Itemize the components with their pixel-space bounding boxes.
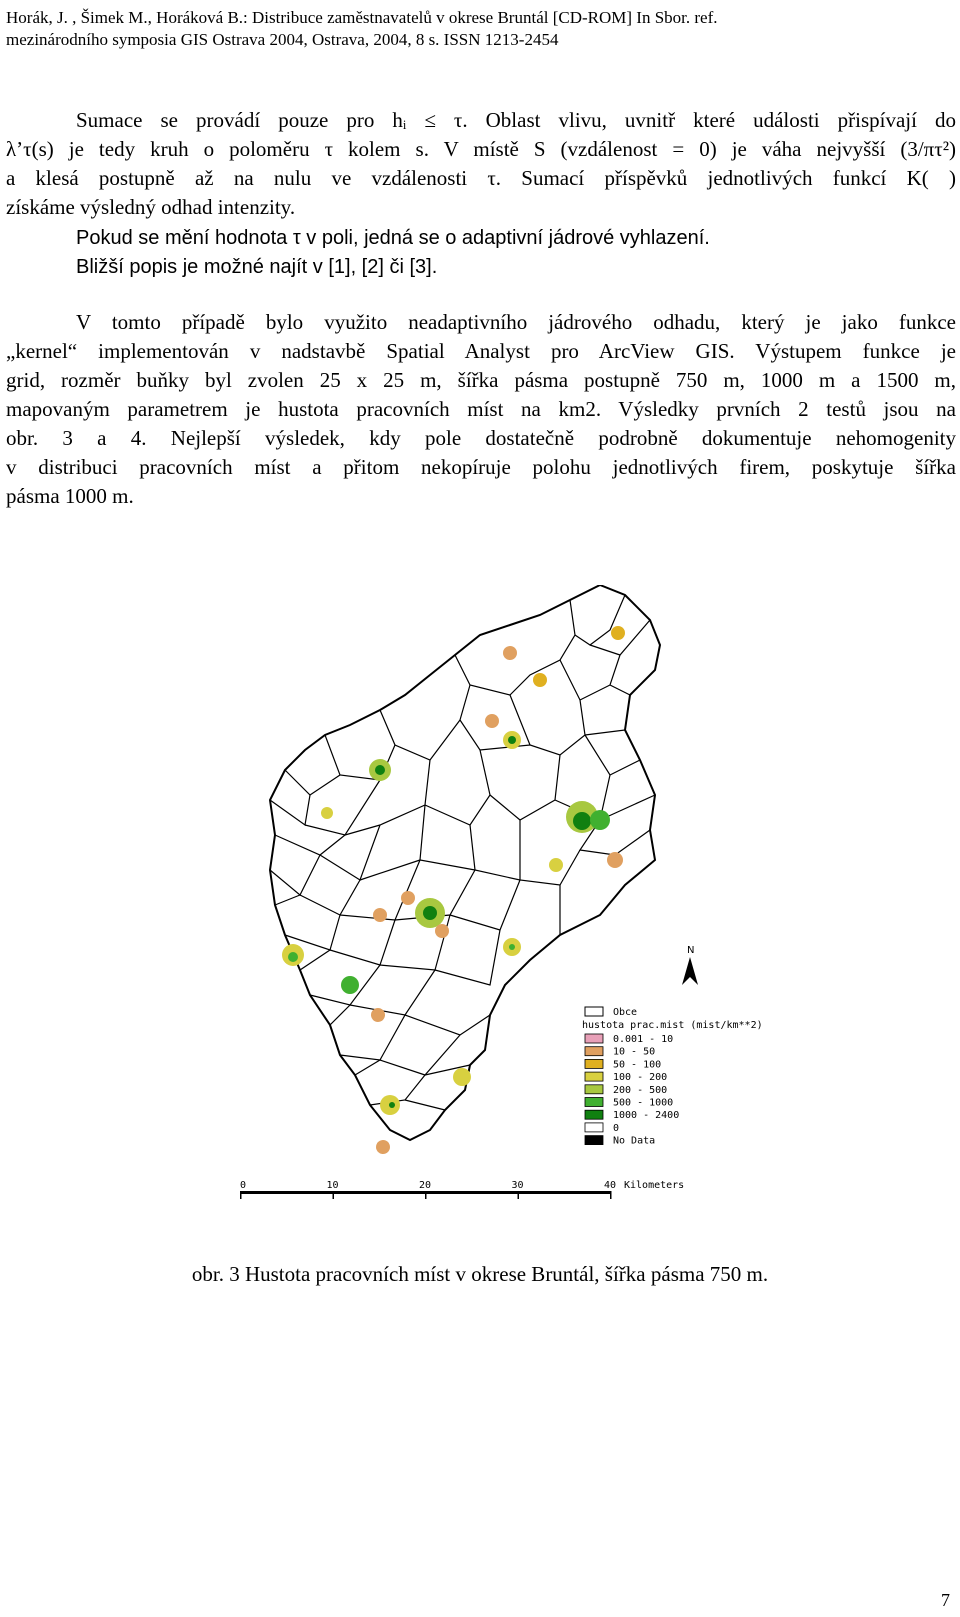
legend-classes [585,1034,679,1147]
map-legend [582,1007,763,1147]
text-line: získáme výsledný odhad intenzity. [6,195,296,219]
legend-class-label: 10 - 50 [613,1046,656,1058]
legend-class-label: No Data [613,1135,656,1147]
legend-swatch [585,1034,603,1043]
text-line: Bližší popis je možné najít v [1], [2] či [3]. [76,256,438,278]
page-number: 7 [941,1590,950,1610]
scale-tick-label: 30 [511,1180,524,1191]
text-line: grid, rozměr buňky byl zvolen 25 x 25 m, šířka pásma postupně 750 m, 1000 m a 1500 m, [6,368,956,392]
text-line: mapovaným parametrem je hustota pracovních míst na km2. Výsledky prvních 2 testů jsou na [6,397,956,421]
text-line: pásma 1000 m. [6,484,134,508]
legend-class-label: 200 - 500 [613,1084,668,1096]
legend-class-label: 0.001 - 10 [613,1034,674,1045]
scale-tick-label: 0 [240,1180,247,1191]
legend-title: hustota prac.mist (mist/km**2) [582,1020,763,1031]
paragraph-adaptive [6,224,956,282]
text-line: „kernel“ implementován v nadstavbě Spatial Analyst pro ArcView GIS. Výstupem funkce je [6,339,956,363]
scale-bar-line [240,1191,610,1194]
legend-swatch [585,1136,603,1145]
legend-class-label: 100 - 200 [613,1072,668,1084]
text-line: λ’τ(s) je tedy kruh o poloměru τ kolem s. V místě S (vzdálenost = 0) je váha nejvyšší (3/πτ²) [6,137,956,161]
running-header-line-2: mezinárodního symposia GIS Ostrava 2004, Ostrava, 2004, 8 s. ISSN 1213-2454 [6,30,559,49]
legend-swatch [585,1059,603,1068]
scale-tick-label: 40 [603,1180,617,1191]
legend-swatch [585,1123,603,1132]
legend-obce-label: Obce [613,1007,638,1018]
running-header-line-1: Horák, J. , Šimek M., Horáková B.: Distribuce zaměstnavatelů v okrese Bruntál [CD-ROM] In Sbor. ref. [6,8,718,27]
paragraph-results [6,308,956,511]
legend-swatch [585,1047,603,1056]
scale-tick-mark [610,1191,612,1199]
text-line: V tomto případě bylo využito neadaptivního jádrového odhadu, který je jako funkce [76,310,956,334]
text-line: Pokud se mění hodnota τ v poli, jedná se o adaptivní jádrové vyhlazení. [76,227,710,249]
text-line: Sumace se provádí pouze pro hᵢ ≤ τ. Oblast vlivu, uvnitř které události přispívají do [76,108,956,132]
legend-class-label: 1000 - 2400 [613,1110,680,1122]
north-label: N [687,945,695,956]
legend-class-label: 500 - 1000 [613,1097,674,1109]
figure-caption: obr. 3 Hustota pracovních míst v okrese Bruntál, šířka pásma 750 m. [191,1262,769,1286]
scale-bar [240,1180,684,1199]
paragraph-kernel-sum [6,106,956,222]
district-density-map [230,585,930,1215]
text-line: obr. 3 a 4. Nejlepší výsledek, kdy pole dostatečně podrobně dokumentuje nehomogenity [6,426,956,450]
text-line: a klesá postupně až na nulu ve vzdálenosti τ. Sumací příspěvků jednotlivých funkcí K( ) [6,166,956,190]
scale-tick-label: 20 [418,1180,432,1191]
legend-swatch [585,1085,603,1094]
scale-tick-label: 10 [326,1180,339,1191]
legend-class-label: 0 [613,1122,620,1134]
legend-swatch [585,1072,603,1081]
scale-unit: Kilometers [624,1180,685,1191]
district-outline [270,585,660,1140]
north-arrow [682,945,698,985]
legend-swatch-obce [585,1007,603,1016]
legend-class-label: 50 - 100 [613,1059,662,1071]
scale-ticks [240,1180,616,1199]
legend-swatch [585,1098,603,1107]
text-line: v distribuci pracovních míst a přitom nekopíruje polohu jednotlivých firem, poskytuje šířka [6,455,956,479]
legend-swatch [585,1110,603,1119]
